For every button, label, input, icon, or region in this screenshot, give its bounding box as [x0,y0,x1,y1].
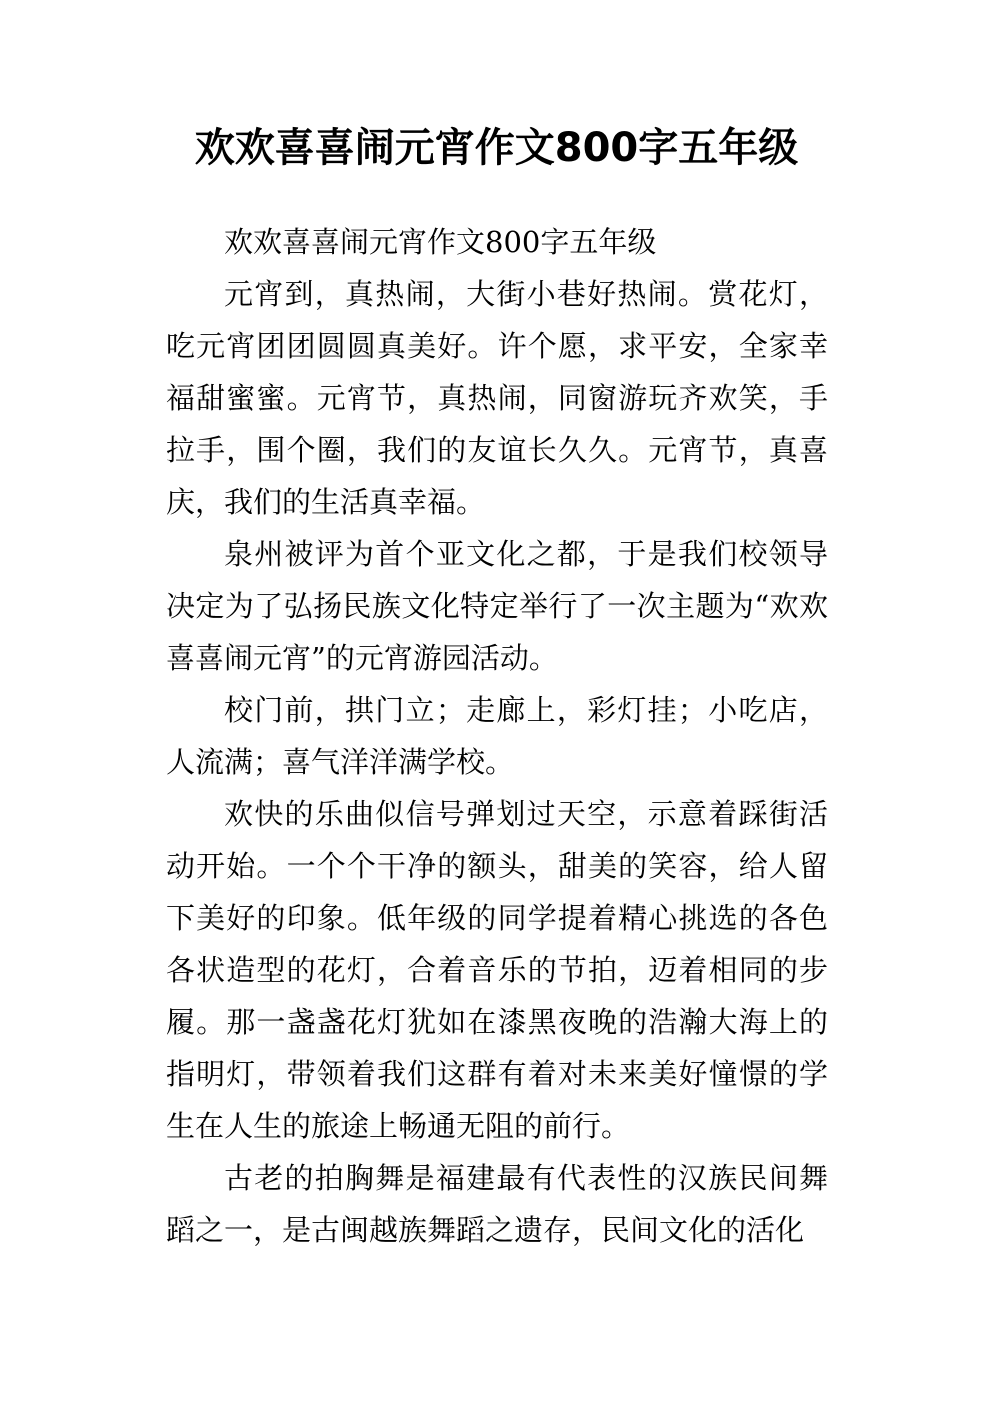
document-title: 欢欢喜喜闹元宵作文800字五年级 [194,125,799,171]
paragraph: 校门前，拱门立；走廊上，彩灯挂；小吃店，人流满；喜气洋洋满学校。 [166,693,828,779]
paragraph: 泉州被评为首个亚文化之都，于是我们校领导决定为了弘扬民族文化特定举行了一次主题为“欢欢喜喜闹元宵”的元宵游园活动。 [166,537,828,675]
document-body [166,216,828,1256]
paragraph: 元宵到，真热闹，大街小巷好热闹。赏花灯，吃元宵团团圆圆真美好。许个愿，求平安，全家幸福甜蜜蜜。元宵节，真热闹，同窗游玩齐欢笑，手拉手，围个圈，我们的友谊长久久。元宵节，真喜庆，我们的生活真幸福。 [166,277,828,519]
paragraph: 欢快的乐曲似信号弹划过天空，示意着踩街活动开始。一个个干净的额头，甜美的笑容，给人留下美好的印象。低年级的同学提着精心挑选的各色各状造型的花灯，合着音乐的节拍，迈着相同的步履。那一盏盏花灯犹如在漆黑夜晚的浩瀚大海上的指明灯，带领着我们这群有着对未来美好憧憬的学生在人生的旅途上畅通无阻的前行。 [166,797,828,1143]
paragraph: 欢欢喜喜闹元宵作文800字五年级 [224,225,657,259]
paragraph: 古老的拍胸舞是福建最有代表性的汉族民间舞蹈之一，是古闽越族舞蹈之遗存，民间文化的活化 [166,1161,828,1247]
